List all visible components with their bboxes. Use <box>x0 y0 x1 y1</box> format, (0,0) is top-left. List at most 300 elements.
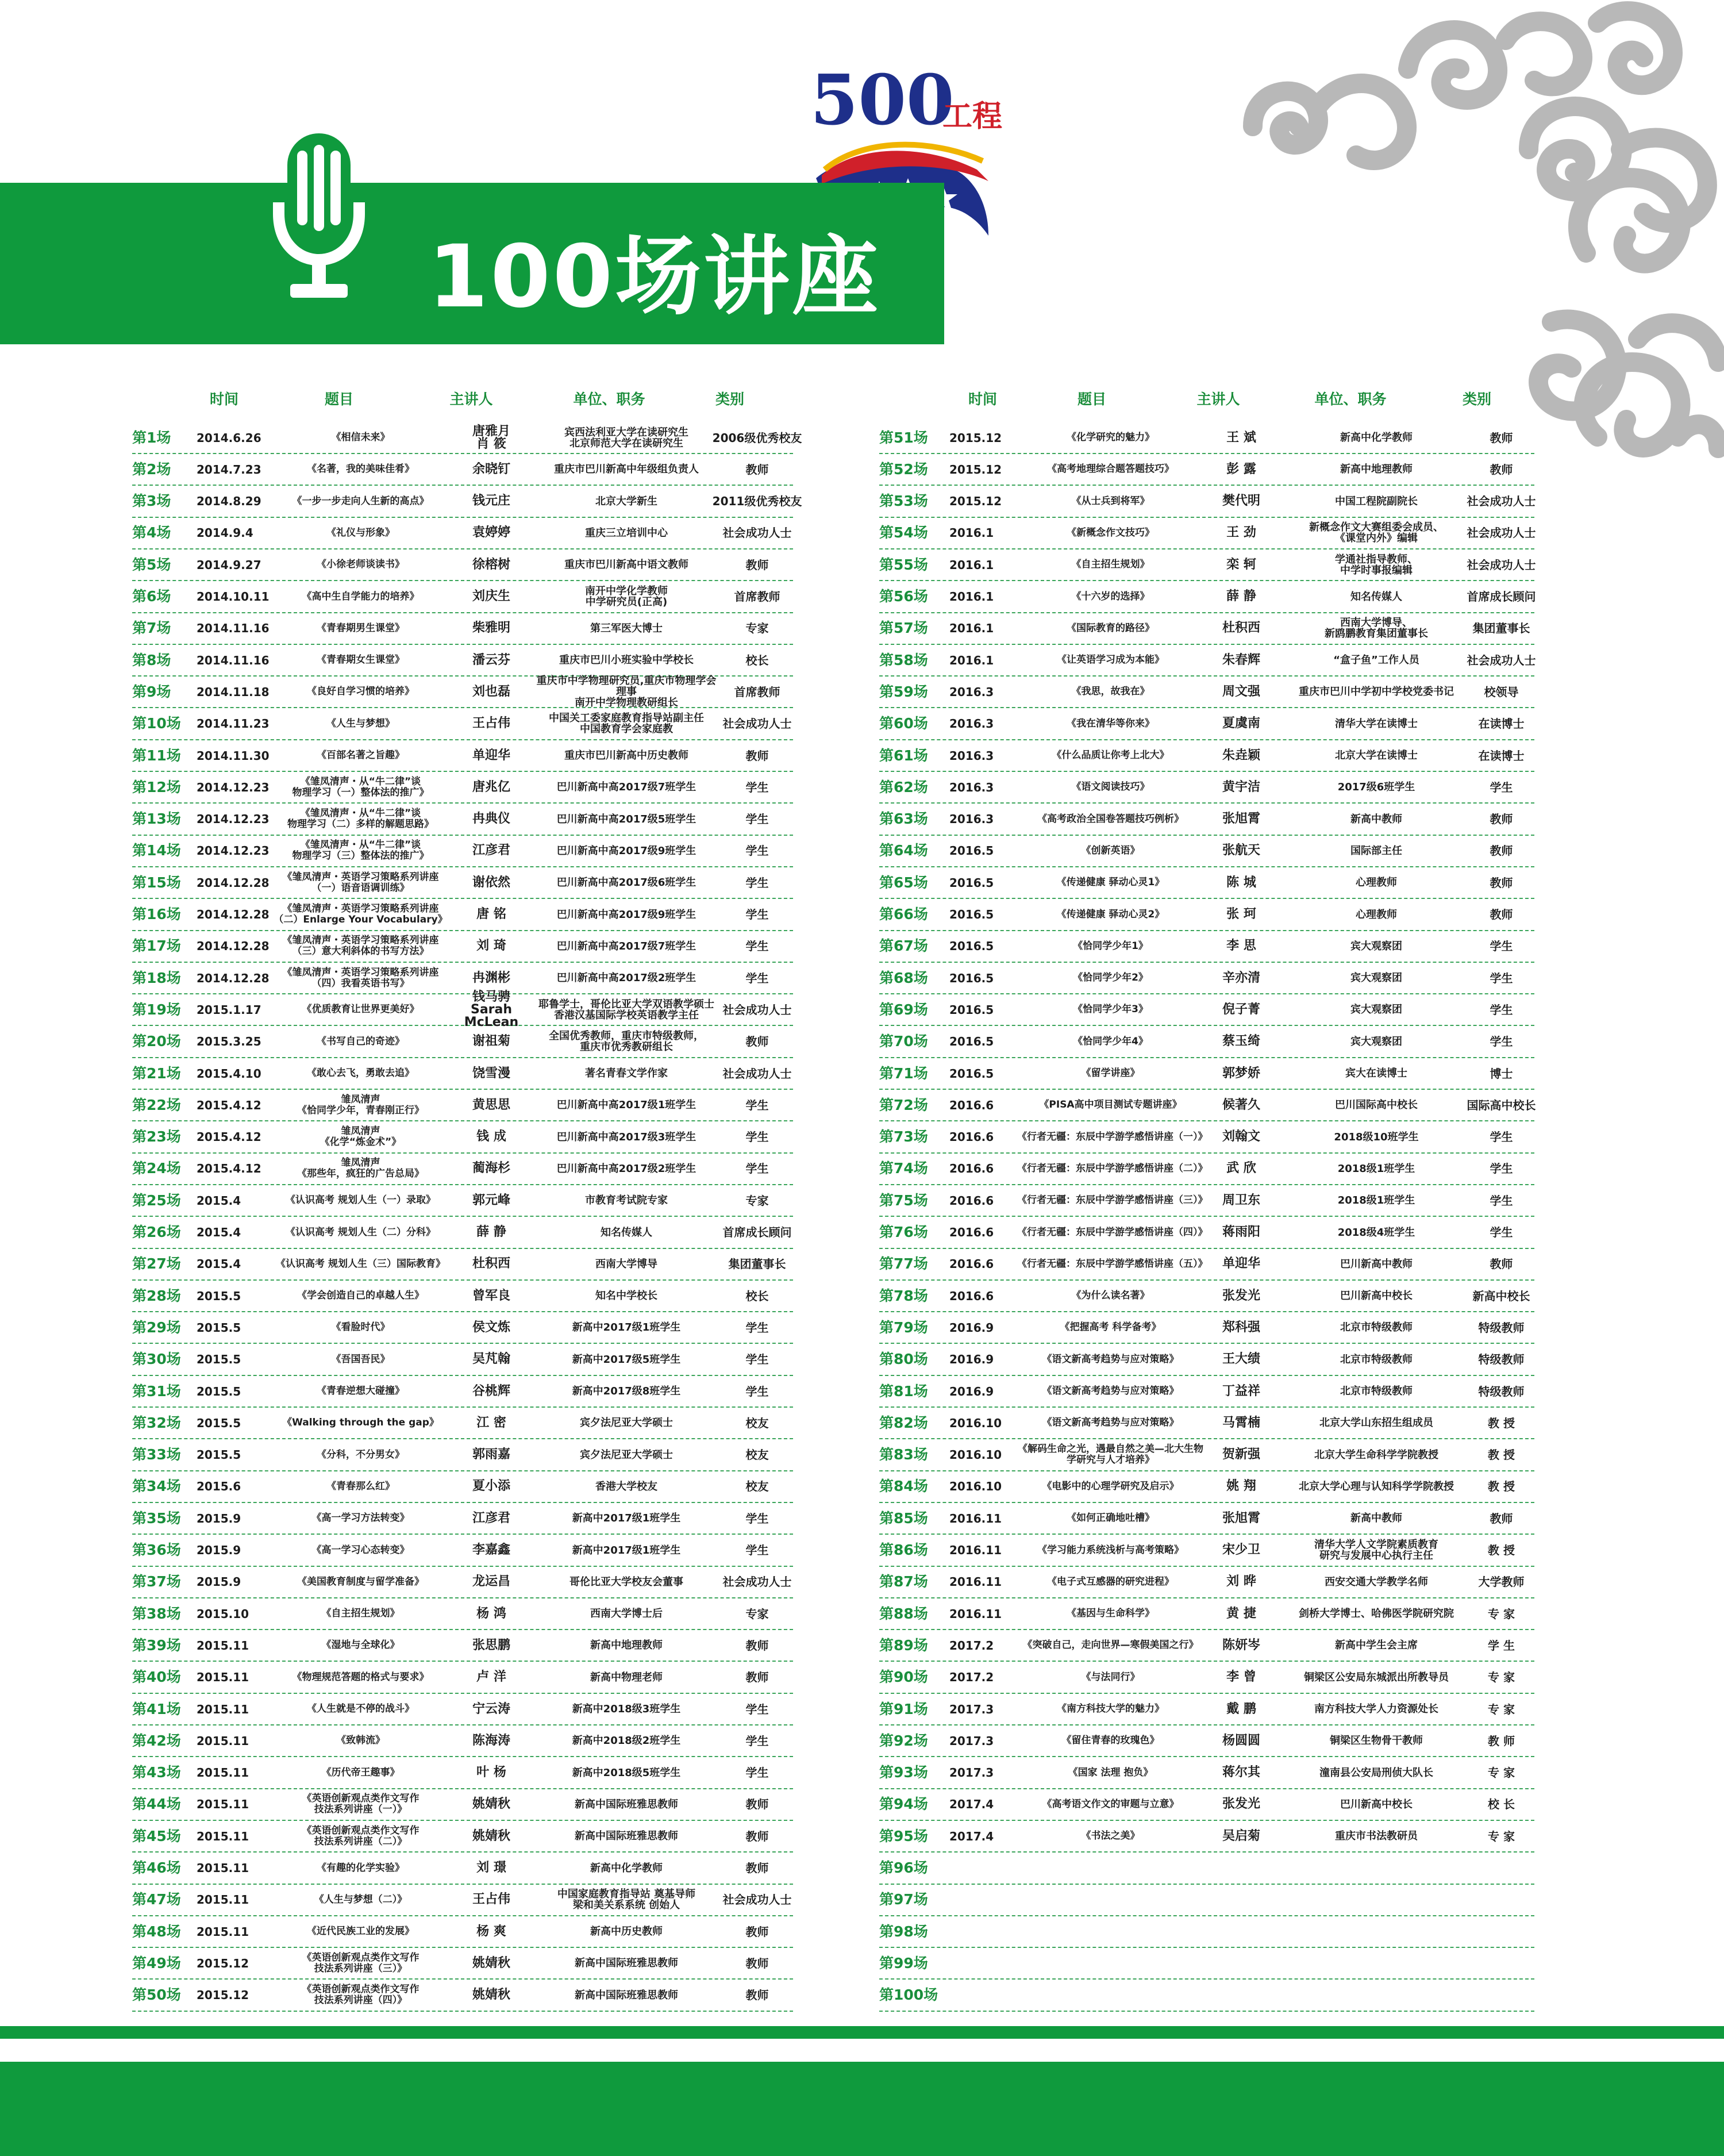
lecture-date: 2015.4.12 <box>197 1098 261 1112</box>
lecture-unit: 巴川国际高中校长 <box>1335 1099 1418 1112</box>
lecture-date: 2015.11 <box>197 1670 249 1685</box>
lecture-category: 学生 <box>1490 971 1513 985</box>
lecture-number: 第31场 <box>132 1382 181 1400</box>
lecture-topic: 《雏凤清声・英语学习策略系列讲座 （三）意大利斜体的书写方法》 <box>282 935 439 958</box>
lecture-unit <box>1282 1885 1471 1915</box>
lecture-date: 2015.4 <box>197 1193 241 1208</box>
lecture-unit: 北京大学心理与认知科学学院教授 <box>1299 1480 1454 1493</box>
lecture-unit: 南开中学化学教师 中学研究员(正高) <box>585 585 668 608</box>
lecture-topic: 《礼仪与形象》 <box>326 526 395 539</box>
table-row <box>879 1185 1534 1217</box>
lecture-category: 教 授 <box>1488 1543 1515 1557</box>
lecture-unit: 心理教师 <box>1356 877 1397 889</box>
lecture-speaker: 栾 轲 <box>1226 557 1256 572</box>
lecture-number: 第70场 <box>879 1033 928 1050</box>
lecture-date: 2015.11 <box>197 1893 249 1907</box>
lecture-unit: 新高中教师 <box>1350 1512 1402 1525</box>
table-row <box>879 486 1534 518</box>
lecture-category: 学生 <box>745 1384 769 1398</box>
lecture-unit: 新高中国际班雅思教师 <box>575 1957 678 1970</box>
lecture-date: 2015.4 <box>197 1257 241 1271</box>
lecture-date: 2014.8.29 <box>197 494 261 509</box>
lecture-number: 第48场 <box>132 1923 181 1940</box>
lecture-number: 第55场 <box>879 556 928 573</box>
lecture-speaker: 陈 城 <box>1226 875 1256 890</box>
table-row <box>879 549 1534 581</box>
lecture-number: 第75场 <box>879 1192 928 1209</box>
lecture-category <box>1465 1948 1537 1978</box>
lecture-date: 2016.3 <box>949 780 994 794</box>
lecture-speaker: 谷桃辉 <box>472 1383 510 1398</box>
lecture-number: 第50场 <box>132 1986 181 2004</box>
lecture-topic: 《国家 法理 抱负》 <box>1068 1766 1153 1778</box>
lecture-unit: 重庆市巴川小班实验中学校长 <box>559 654 694 667</box>
lecture-unit <box>1282 1853 1471 1884</box>
lecture-date: 2016.1 <box>949 590 994 604</box>
table-row <box>132 1630 793 1662</box>
lecture-category: 社会成功人士 <box>1467 558 1536 572</box>
lecture-topic: 《英语创新观点类作文写作 技法系列讲座（三）》 <box>302 1951 420 1974</box>
lecture-number: 第1场 <box>132 429 171 446</box>
lecture-date: 2015.11 <box>197 1734 249 1748</box>
lecture-category <box>1465 1885 1537 1915</box>
lecture-date: 2014.10.11 <box>197 590 270 604</box>
table-row <box>879 1471 1534 1503</box>
lecture-category: 教师 <box>745 1829 769 1843</box>
lecture-unit: 新高中2018级5班学生 <box>572 1766 681 1779</box>
lecture-number: 第5场 <box>132 556 171 573</box>
lecture-category: 教师 <box>1490 1511 1513 1525</box>
col-header-topic-left: 题目 <box>324 391 353 408</box>
lecture-number: 第10场 <box>132 715 181 732</box>
lecture-speaker: 谢祖菊 <box>472 1034 510 1049</box>
table-row <box>879 1853 1534 1885</box>
page-title: 100场讲座 <box>428 227 881 327</box>
lecture-speaker: 吴启菊 <box>1222 1828 1260 1843</box>
lecture-date <box>949 1853 1018 1884</box>
lecture-category: 社会成功人士 <box>1467 494 1536 509</box>
lecture-topic: 《认识高考 规划人生（三）国际教育》 <box>276 1258 445 1270</box>
lecture-unit: 西南大学博士后 <box>590 1608 663 1620</box>
lecture-topic: 《高考地理综合题答题技巧》 <box>1047 463 1174 475</box>
lecture-speaker: 袁婷婷 <box>472 525 510 540</box>
lecture-topic: 《解码生命之光，遇最自然之美—北大生物学研究与人才培养》 <box>1018 1443 1203 1466</box>
lecture-speaker: 杨 爽 <box>476 1924 506 1939</box>
lecture-date: 2015.10 <box>197 1607 249 1621</box>
lecture-number: 第46场 <box>132 1859 181 1876</box>
table-row <box>132 1027 793 1058</box>
lecture-number: 第67场 <box>879 937 928 955</box>
lecture-number: 第63场 <box>879 810 928 828</box>
lecture-date: 2015.9 <box>197 1511 241 1525</box>
table-row <box>132 1217 793 1249</box>
table-row <box>879 963 1534 994</box>
lecture-speaker: 蒋尔其 <box>1222 1765 1260 1780</box>
table-row <box>879 645 1534 677</box>
lecture-topic: 《认识高考 规划人生（一）录取》 <box>286 1194 436 1206</box>
lecture-speaker <box>1201 1853 1282 1884</box>
table-row <box>132 1503 793 1535</box>
lecture-date: 2016.3 <box>949 812 994 827</box>
lecture-unit: 新高中化学教师 <box>590 1862 663 1874</box>
lecture-category: 教师 <box>1490 844 1513 858</box>
lecture-date: 2017.2 <box>949 1670 994 1685</box>
lecture-date: 2016.6 <box>949 1130 994 1144</box>
table-row <box>132 1567 793 1598</box>
lecture-date: 2015.12 <box>949 462 1002 476</box>
lecture-number: 第64场 <box>879 842 928 859</box>
lecture-date: 2016.9 <box>949 1320 994 1335</box>
footer-stripe <box>0 2026 1724 2039</box>
lecture-unit: 重庆市巴川新高中年级组负责人 <box>554 463 699 476</box>
lecture-topic: 《把握高考 科学备考》 <box>1060 1321 1161 1333</box>
lecture-category: 社会成功人士 <box>722 1575 792 1589</box>
lecture-unit: 北京市特级教师 <box>1340 1385 1413 1397</box>
lecture-unit: 巴川新高中高2017级2班学生 <box>556 1162 696 1175</box>
lecture-speaker: 黄宇洁 <box>1222 779 1260 794</box>
lecture-speaker: 刘 晔 <box>1226 1574 1256 1589</box>
lecture-speaker: 杜积西 <box>1222 621 1260 636</box>
table-row <box>132 1344 793 1376</box>
lecture-category: 社会成功人士 <box>722 1002 792 1017</box>
lecture-unit: 巴川新高中高2017级7班学生 <box>556 781 696 794</box>
lecture-category: 学生 <box>745 1130 769 1144</box>
lecture-topic: 《为什么读名著》 <box>1071 1290 1150 1302</box>
lecture-category: 专家 <box>745 1607 769 1621</box>
lecture-unit: 新高中国际班雅思教师 <box>575 1798 678 1811</box>
table-row <box>879 1122 1534 1154</box>
table-row <box>879 1662 1534 1694</box>
lecture-number: 第33场 <box>132 1446 181 1463</box>
lecture-unit: 宾大观察团 <box>1350 972 1402 985</box>
lecture-date: 2016.5 <box>949 1035 994 1049</box>
lecture-number: 第17场 <box>132 937 181 955</box>
lecture-unit: 北京市特级教师 <box>1340 1321 1413 1334</box>
table-row <box>132 1789 793 1821</box>
lecture-unit: 北京大学山东招生组成员 <box>1319 1417 1433 1429</box>
lecture-topic: 《书法之美》 <box>1081 1830 1140 1842</box>
lecture-category <box>1465 1980 1537 2011</box>
lecture-category: 学生 <box>745 1352 769 1367</box>
lecture-number: 第38场 <box>132 1605 181 1622</box>
lecture-topic: 《青春期男生课堂》 <box>317 622 405 634</box>
lecture-date: 2016.6 <box>949 1098 994 1112</box>
lecture-speaker: 王占伟 <box>472 1892 510 1907</box>
lecture-topic: 《行者无疆：东辰中学游学感悟讲座（一）》 <box>1017 1131 1208 1143</box>
lecture-speaker: 杜积西 <box>472 1256 510 1271</box>
lecture-date: 2015.12 <box>197 1956 249 1970</box>
lecture-number: 第84场 <box>879 1478 928 1495</box>
table-row <box>132 931 793 963</box>
lecture-unit: 哥伦比亚大学校友会董事 <box>569 1575 683 1588</box>
lecture-number: 第91场 <box>879 1700 928 1717</box>
lecture-number: 第54场 <box>879 524 928 541</box>
lecture-unit: 2017级6班学生 <box>1337 781 1415 794</box>
lecture-category: 学 生 <box>1488 1638 1515 1652</box>
lecture-number: 第42场 <box>132 1732 181 1749</box>
lecture-number: 第97场 <box>879 1891 928 1908</box>
lecture-speaker <box>1201 1980 1282 2011</box>
lecture-unit: 北京大学在读博士 <box>1335 750 1418 762</box>
table-row <box>132 1948 793 1980</box>
lecture-category: 教师 <box>745 1924 769 1939</box>
lecture-topic: 《青春期女生课堂》 <box>317 654 405 666</box>
lecture-unit: 新高中教师 <box>1350 813 1402 825</box>
lecture-unit: 南方科技大学人力资源处长 <box>1314 1703 1438 1715</box>
lecture-topic: 《学习能力系统浅析与高考策略》 <box>1037 1544 1184 1556</box>
lecture-category: 专 家 <box>1488 1670 1515 1685</box>
lecture-speaker: 宁云涛 <box>472 1701 510 1716</box>
lecture-unit: 铜梁区生物骨干教师 <box>1330 1735 1423 1747</box>
lecture-speaker: 叶 杨 <box>476 1765 506 1780</box>
lecture-topic: 《人生与梦想（二）》 <box>314 1893 407 1905</box>
lecture-unit: 国际部主任 <box>1350 844 1402 857</box>
logo-text: 工程 <box>942 99 1003 134</box>
lecture-number: 第71场 <box>879 1064 928 1082</box>
lecture-speaker: 蒋雨阳 <box>1222 1225 1260 1239</box>
lecture-number: 第98场 <box>879 1923 928 1940</box>
lecture-category: 教师 <box>1490 1257 1513 1271</box>
lecture-speaker: 彭 露 <box>1226 462 1256 476</box>
lecture-number: 第35场 <box>132 1509 181 1527</box>
lecture-date: 2015.5 <box>197 1320 241 1335</box>
lecture-topic: 《如何正确地吐槽》 <box>1067 1512 1155 1524</box>
table-row <box>879 677 1534 708</box>
table-row <box>132 1821 793 1853</box>
lecture-unit: 新高中历史教师 <box>590 1926 663 1938</box>
lecture-unit: 全国优秀教师，重庆市特级教师， 重庆市优秀教研组长 <box>549 1030 704 1054</box>
lecture-category: 学生 <box>745 780 769 794</box>
lecture-category: 教师 <box>1490 908 1513 921</box>
lecture-unit: 中国关工委家庭教育指导站副主任 中国教育学会家庭教 <box>549 712 704 736</box>
lecture-unit: 北京大学生命科学学院教授 <box>1314 1448 1438 1461</box>
lecture-date: 2016.6 <box>949 1257 994 1271</box>
table-row <box>879 1916 1534 1948</box>
lecture-number: 第22场 <box>132 1096 181 1113</box>
lecture-speaker: 江彦君 <box>472 1511 510 1525</box>
lecture-unit: 2018级1班学生 <box>1337 1162 1415 1175</box>
table-row <box>879 836 1534 867</box>
table-row <box>132 645 793 677</box>
lecture-number: 第89场 <box>879 1636 928 1654</box>
lecture-speaker: 黄思思 <box>472 1097 510 1112</box>
lecture-date: 2015.3.25 <box>197 1035 261 1049</box>
lecture-number: 第58场 <box>879 651 928 668</box>
lecture-speaker: 杨 鸿 <box>476 1606 506 1621</box>
lecture-date: 2016.1 <box>949 653 994 667</box>
lecture-topic: 《书写自己的奇迹》 <box>317 1035 405 1047</box>
lecture-topic: 《近代民族工业的发展》 <box>307 1926 414 1938</box>
lecture-number: 第83场 <box>879 1446 928 1463</box>
lecture-unit: 市教育考试院专家 <box>585 1194 668 1207</box>
lecture-unit: 2018级4班学生 <box>1337 1226 1415 1239</box>
table-row <box>132 804 793 836</box>
lecture-topic: 《自主招生规划》 <box>1071 559 1150 571</box>
lecture-number: 第36场 <box>132 1542 181 1558</box>
lecture-speaker: 侯文炼 <box>472 1320 510 1335</box>
lecture-unit: 清华大学人文学院素质教育 研究与发展中心执行主任 <box>1314 1539 1438 1562</box>
table-row <box>879 1885 1534 1916</box>
lecture-category: 国际高中校长 <box>1467 1098 1536 1112</box>
lecture-topic: 《Walking through the gap》 <box>282 1417 439 1429</box>
lecture-category: 教师 <box>1490 812 1513 827</box>
lecture-number: 第4场 <box>132 524 171 541</box>
lecture-date: 2015.4 <box>197 1225 241 1239</box>
lecture-speaker: 薛 静 <box>1226 589 1256 604</box>
lecture-date: 2016.1 <box>949 621 994 636</box>
table-row <box>879 931 1534 963</box>
table-row <box>132 1408 793 1439</box>
lecture-date: 2015.5 <box>197 1448 241 1462</box>
lecture-topic: 《语文新高考趋势与应对策略》 <box>1042 1385 1179 1397</box>
table-row <box>879 454 1534 486</box>
lecture-topic: 《雏凤清声・从“牛二律”谈 物理学习（一）整体法的推广》 <box>292 775 429 798</box>
lecture-unit: 铜梁区公安局东城派出所教导员 <box>1304 1671 1449 1684</box>
lecture-unit: 宾大观察团 <box>1350 1035 1402 1048</box>
lecture-date: 2016.5 <box>949 875 994 890</box>
lecture-category: 集团董事长 <box>1472 621 1530 636</box>
lecture-speaker: 王占伟 <box>472 716 510 731</box>
lecture-speaker: 朱垚颖 <box>1222 748 1260 763</box>
lecture-topic: 《行者无疆：东辰中学游学感悟讲座（四）》 <box>1017 1226 1208 1238</box>
lecture-number: 第66场 <box>879 906 928 923</box>
lecture-unit: 中国家庭教育指导站 奠基导师 梁和美关系系统 创始人 <box>557 1888 696 1912</box>
lecture-number: 第45场 <box>132 1827 181 1844</box>
lecture-topic: 《英语创新观点类作文写作 技法系列讲座（四）》 <box>302 1984 420 2007</box>
lecture-category: 首席教师 <box>734 685 780 699</box>
lecture-speaker: 蔺海杉 <box>472 1161 510 1176</box>
lecture-speaker: 余晓钉 <box>472 462 510 476</box>
lecture-number: 第65场 <box>879 874 928 891</box>
table-row <box>132 1090 793 1121</box>
lecture-unit: 巴川新高中校长 <box>1340 1798 1413 1811</box>
lecture-category: 社会成功人士 <box>1467 526 1536 540</box>
lecture-unit: 宾大在读博士 <box>1345 1067 1407 1079</box>
lecture-category: 社会成功人士 <box>1467 653 1536 667</box>
lecture-topic: 《看脸时代》 <box>331 1321 390 1333</box>
lecture-date: 2014.7.23 <box>197 462 261 476</box>
lecture-category: 教师 <box>745 1035 769 1049</box>
lecture-topic <box>1017 1853 1204 1884</box>
col-header-category-right: 类别 <box>1462 391 1491 408</box>
lecture-speaker: 马霄楠 <box>1222 1415 1260 1430</box>
lecture-date: 2014.12.28 <box>197 971 270 985</box>
table-row <box>879 772 1534 804</box>
lecture-speaker: 吴芃翰 <box>472 1352 510 1367</box>
lecture-date: 2016.11 <box>949 1511 1002 1525</box>
table-row <box>132 1535 793 1567</box>
col-header-category-left: 类别 <box>715 391 744 408</box>
lecture-topic: 《良好自学习惯的培养》 <box>307 686 414 698</box>
lecture-unit: 西南大学博导 <box>595 1258 657 1270</box>
table-row <box>879 1630 1534 1662</box>
lecture-topic: 《高考政治全国卷答题技巧例析》 <box>1037 813 1184 825</box>
lecture-category: 教 授 <box>1488 1448 1515 1462</box>
table-row <box>879 1058 1534 1090</box>
lecture-number: 第21场 <box>132 1064 181 1082</box>
lecture-speaker: 宋少卫 <box>1222 1543 1260 1557</box>
lecture-number: 第77场 <box>879 1255 928 1273</box>
lecture-speaker: 唐 铭 <box>476 907 506 921</box>
lecture-speaker: 姚婧秋 <box>472 1955 510 1970</box>
lecture-date: 2017.3 <box>949 1766 994 1780</box>
lecture-speaker: 谢依然 <box>472 875 510 890</box>
lecture-topic: 《致韩流》 <box>336 1735 385 1747</box>
lecture-number: 第13场 <box>132 810 181 828</box>
table-row <box>132 677 793 708</box>
lecture-unit: 北京市特级教师 <box>1340 1353 1413 1366</box>
lecture-unit: 巴川新高中教师 <box>1340 1258 1413 1270</box>
lecture-category: 教师 <box>745 1797 769 1812</box>
lecture-unit: 重庆三立培训中心 <box>585 526 668 539</box>
lecture-category: 专家 <box>745 621 769 636</box>
lecture-number: 第14场 <box>132 842 181 859</box>
lecture-speaker: 江 密 <box>476 1415 506 1430</box>
table-row <box>879 900 1534 931</box>
table-row <box>879 1344 1534 1376</box>
lecture-category: 特级教师 <box>1478 1320 1525 1335</box>
table-row <box>132 518 793 549</box>
lecture-category: 社会成功人士 <box>722 1066 792 1081</box>
table-row <box>879 994 1534 1026</box>
table-row <box>879 1027 1534 1058</box>
lecture-category: 学生 <box>1490 1193 1513 1208</box>
lecture-category: 首席成长顾问 <box>1467 590 1536 604</box>
lecture-category: 在读博士 <box>1478 717 1525 731</box>
lecture-speaker: 刘 琦 <box>476 939 506 954</box>
lecture-topic: 《留学讲座》 <box>1081 1067 1140 1079</box>
lecture-number: 第100场 <box>879 1986 938 2004</box>
lecture-unit: 新高中地理教师 <box>1340 463 1413 476</box>
lecture-speaker: 龙运昌 <box>472 1574 510 1589</box>
lecture-date: 2014.11.18 <box>197 685 270 699</box>
table-row <box>879 1408 1534 1439</box>
lecture-date: 2014.11.16 <box>197 653 270 667</box>
lecture-number: 第9场 <box>132 683 171 700</box>
lecture-speaker: 姚 翔 <box>1226 1479 1256 1494</box>
lecture-topic: 《PISA高中项目测试专题讲座》 <box>1039 1099 1182 1111</box>
lecture-topic: 《雏凤清声・英语学习策略系列讲座 （一）语音语调训练》 <box>282 871 439 894</box>
col-header-time-right: 时间 <box>968 391 997 408</box>
table-row <box>879 582 1534 613</box>
lecture-topic: 《雏凤清声・从“牛二律”谈 物理学习（二）多样的解题思路》 <box>287 808 434 831</box>
lecture-category: 学生 <box>1490 1002 1513 1017</box>
lecture-date: 2016.3 <box>949 748 994 763</box>
lecture-number: 第8场 <box>132 651 171 668</box>
lecture-speaker: 唐兆亿 <box>472 779 510 794</box>
lecture-number: 第53场 <box>879 493 928 510</box>
lecture-number: 第78场 <box>879 1287 928 1304</box>
lecture-number: 第90场 <box>879 1669 928 1686</box>
lecture-number: 第61场 <box>879 747 928 764</box>
lecture-number: 第94场 <box>879 1796 928 1813</box>
lecture-number: 第60场 <box>879 715 928 732</box>
lecture-speaker: 杨圆圆 <box>1222 1733 1260 1748</box>
lecture-category: 学生 <box>745 812 769 827</box>
lecture-speaker: 丁益祥 <box>1222 1383 1260 1398</box>
lecture-unit: 新高中2018级2班学生 <box>572 1735 681 1747</box>
lecture-category: 学生 <box>1490 1035 1513 1049</box>
lecture-category: 2006级优秀校友 <box>712 431 802 445</box>
lecture-unit: 中国工程院副院长 <box>1335 495 1418 508</box>
lecture-unit: 清华大学在读博士 <box>1335 717 1418 730</box>
lecture-category: 教师 <box>745 1638 769 1652</box>
lecture-date: 2017.4 <box>949 1797 994 1812</box>
lecture-date: 2016.10 <box>949 1416 1002 1430</box>
lecture-number: 第87场 <box>879 1573 928 1590</box>
lecture-date: 2016.5 <box>949 844 994 858</box>
lecture-category: 校长 <box>745 653 769 667</box>
